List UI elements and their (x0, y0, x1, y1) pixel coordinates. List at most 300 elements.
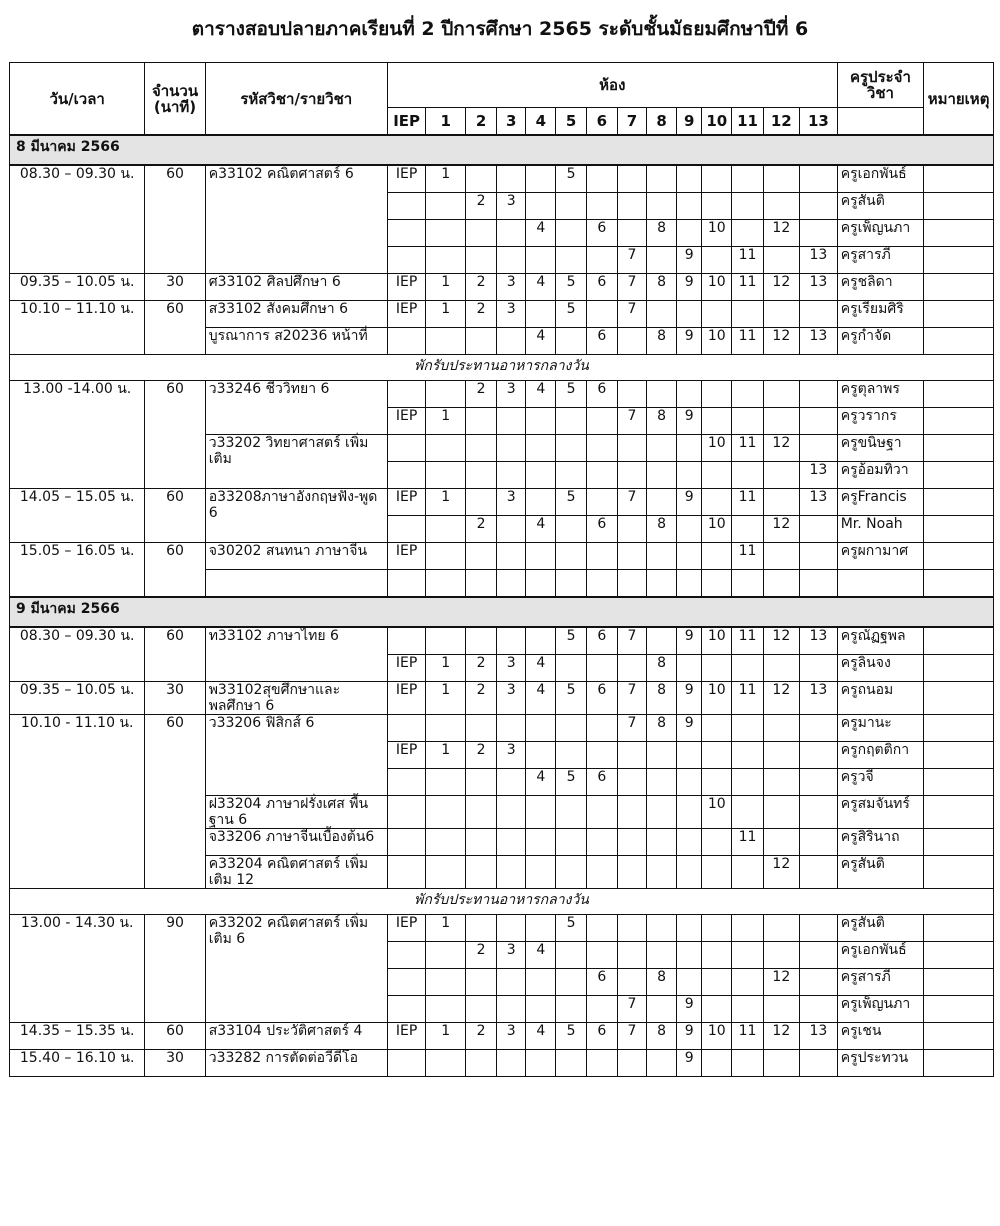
room-cell (497, 1050, 526, 1077)
subject-name: ว33282 การตัดต่อวีดีโอ (205, 1050, 387, 1077)
room-cell (526, 193, 556, 220)
room-cell (556, 220, 586, 247)
room-cell (497, 969, 526, 996)
room-cell (702, 655, 732, 682)
room-cell (647, 796, 677, 829)
room-cell (387, 829, 426, 856)
room-cell (732, 1050, 763, 1077)
exam-time: 14.05 – 15.05 น. (10, 489, 145, 543)
room-cell (497, 408, 526, 435)
teacher-name: ครูเชน (837, 1023, 923, 1050)
room-cell (800, 942, 838, 969)
room-cell (800, 996, 838, 1023)
exam-minutes: 90 (145, 915, 205, 1023)
subject-name: ค33102 คณิตศาสตร์ 6 (205, 165, 387, 274)
room-cell (702, 489, 732, 516)
room-cell (647, 489, 677, 516)
room-cell (426, 942, 466, 969)
room-cell (497, 915, 526, 942)
room-cell (426, 516, 466, 543)
room-cell (677, 165, 702, 193)
subject-name: ว33246 ชีววิทยา 6 (205, 381, 387, 435)
room-cell: IEP (387, 655, 426, 682)
room-cell (526, 715, 556, 742)
room-cell (617, 742, 646, 769)
room-cell (426, 220, 466, 247)
room-cell (497, 570, 526, 598)
room-cell: 11 (732, 1023, 763, 1050)
table-row (10, 489, 994, 516)
room-cell (763, 462, 799, 489)
header-minutes (145, 63, 205, 136)
room-cell (763, 1050, 799, 1077)
room-cell: 12 (763, 969, 799, 996)
room-cell (702, 193, 732, 220)
room-cell (617, 570, 646, 598)
teacher-name: ครูเอกพันธ์ (837, 165, 923, 193)
room-cell (702, 543, 732, 570)
room-cell (387, 193, 426, 220)
remarks-cell (924, 516, 994, 543)
room-cell: 10 (702, 328, 732, 355)
room-cell: 1 (426, 274, 466, 301)
room-cell (617, 655, 646, 682)
room-cell: 8 (647, 682, 677, 715)
room-cell (677, 856, 702, 889)
subject-name: ว33202 วิทยาศาสตร์ เพิ่มเติม (205, 435, 387, 489)
room-cell (617, 462, 646, 489)
remarks-cell (924, 942, 994, 969)
subject-name: ค33202 คณิตศาสตร์ เพิ่มเติม 6 (205, 915, 387, 1023)
room-cell (677, 655, 702, 682)
room-cell (387, 328, 426, 355)
room-cell (426, 462, 466, 489)
exam-minutes: 60 (145, 381, 205, 489)
room-cell: 13 (800, 462, 838, 489)
room-cell (732, 462, 763, 489)
room-cell (556, 715, 586, 742)
remarks-cell (924, 247, 994, 274)
room-cell (617, 915, 646, 942)
room-cell: 10 (702, 627, 732, 655)
teacher-name: ครูชลิดา (837, 274, 923, 301)
header-subject: รหัสวิชา/รายวิชา (205, 63, 387, 136)
room-cell (800, 742, 838, 769)
room-cell: 13 (800, 627, 838, 655)
subject-name: ส33104 ประวัติศาสตร์ 4 (205, 1023, 387, 1050)
teacher-name: ครูFrancis (837, 489, 923, 516)
room-cell: 7 (617, 247, 646, 274)
teacher-name: ครูเรียมศิริ (837, 301, 923, 328)
room-cell (556, 408, 586, 435)
room-cell: 6 (586, 969, 617, 996)
room-cell: 3 (497, 742, 526, 769)
room-cell (800, 769, 838, 796)
room-cell (556, 543, 586, 570)
room-cell (702, 381, 732, 408)
room-cell: 2 (465, 942, 496, 969)
room-cell: 9 (677, 996, 702, 1023)
room-cell (387, 381, 426, 408)
exam-minutes: 60 (145, 489, 205, 543)
teacher-name: ครูผกามาศ (837, 543, 923, 570)
room-cell (465, 915, 496, 942)
room-cell: 12 (763, 627, 799, 655)
table-row (10, 715, 994, 742)
teacher-name: Mr. Noah (837, 516, 923, 543)
room-cell: 12 (763, 516, 799, 543)
room-cell (556, 193, 586, 220)
room-cell (763, 301, 799, 328)
room-cell (647, 769, 677, 796)
room-cell (732, 570, 763, 598)
room-cell: 12 (763, 328, 799, 355)
room-cell (586, 942, 617, 969)
room-cell (526, 627, 556, 655)
room-cell: 9 (677, 715, 702, 742)
exam-minutes: 60 (145, 1023, 205, 1050)
room-cell: 2 (465, 381, 496, 408)
remarks-cell (924, 769, 994, 796)
room-cell: 10 (702, 1023, 732, 1050)
room-cell (556, 856, 586, 889)
room-cell (732, 796, 763, 829)
room-cell (732, 408, 763, 435)
room-cell: 1 (426, 915, 466, 942)
room-cell (497, 627, 526, 655)
room-cell (677, 829, 702, 856)
room-cell (617, 328, 646, 355)
room-cell (732, 915, 763, 942)
room-cell (732, 381, 763, 408)
room-cell (677, 742, 702, 769)
room-cell (647, 856, 677, 889)
room-cell (732, 655, 763, 682)
room-cell: IEP (387, 543, 426, 570)
room-cell (497, 715, 526, 742)
room-column-header: 6 (586, 108, 617, 136)
table-row (10, 301, 994, 328)
room-cell (387, 715, 426, 742)
remarks-cell (924, 796, 994, 829)
exam-time: 09.35 – 10.05 น. (10, 274, 145, 301)
room-cell (497, 435, 526, 462)
room-column-header: 4 (526, 108, 556, 136)
teacher-name: ครูตุลาพร (837, 381, 923, 408)
room-cell (647, 543, 677, 570)
room-cell: 7 (617, 1023, 646, 1050)
room-cell (556, 969, 586, 996)
room-cell: 11 (732, 627, 763, 655)
room-cell (586, 489, 617, 516)
teacher-name: ครูประทวน (837, 1050, 923, 1077)
room-cell: 6 (586, 627, 617, 655)
room-cell (387, 247, 426, 274)
room-cell: 5 (556, 682, 586, 715)
room-cell: 8 (647, 274, 677, 301)
table-row (10, 627, 994, 655)
room-cell (617, 165, 646, 193)
room-cell (387, 435, 426, 462)
remarks-cell (924, 742, 994, 769)
teacher-name: ครูเอกพันธ์ (837, 942, 923, 969)
room-cell (677, 435, 702, 462)
room-cell (556, 996, 586, 1023)
room-column-header: 11 (732, 108, 763, 136)
room-cell: 3 (497, 655, 526, 682)
teacher-name: ครูอ้อมทิวา (837, 462, 923, 489)
remarks-cell (924, 301, 994, 328)
room-cell (426, 796, 466, 829)
room-cell (465, 996, 496, 1023)
exam-schedule-table (9, 62, 994, 1077)
room-cell (647, 1050, 677, 1077)
room-cell (763, 247, 799, 274)
room-cell (465, 247, 496, 274)
room-cell (617, 856, 646, 889)
room-cell (426, 856, 466, 889)
room-cell: 10 (702, 516, 732, 543)
room-cell: 7 (617, 408, 646, 435)
remarks-cell (924, 462, 994, 489)
room-cell (465, 543, 496, 570)
room-cell (617, 942, 646, 969)
header-remarks: หมายเหตุ (924, 63, 994, 136)
subject-name: ท33102 ภาษาไทย 6 (205, 627, 387, 682)
remarks-cell (924, 715, 994, 742)
room-cell: 1 (426, 165, 466, 193)
table-row (10, 682, 994, 715)
room-cell: 7 (617, 715, 646, 742)
header-teacher: ครูประจำวิชา (837, 63, 923, 108)
room-cell: 9 (677, 1023, 702, 1050)
room-cell: 11 (732, 682, 763, 715)
room-cell (465, 715, 496, 742)
room-cell: 13 (800, 247, 838, 274)
room-cell: IEP (387, 274, 426, 301)
room-cell (800, 829, 838, 856)
room-cell (465, 829, 496, 856)
room-cell (677, 915, 702, 942)
room-cell: 1 (426, 742, 466, 769)
room-cell: 2 (465, 516, 496, 543)
room-cell (465, 462, 496, 489)
remarks-cell (924, 1050, 994, 1077)
exam-time: 09.35 – 10.05 น. (10, 682, 145, 715)
room-column-header: 7 (617, 108, 646, 136)
room-cell (465, 570, 496, 598)
room-cell (556, 942, 586, 969)
teacher-name: ครูสันติ (837, 193, 923, 220)
room-cell: 13 (800, 328, 838, 355)
room-cell (800, 193, 838, 220)
teacher-name: ครูกฤตติกา (837, 742, 923, 769)
room-cell: 3 (497, 274, 526, 301)
room-cell (497, 769, 526, 796)
room-cell: 6 (586, 220, 617, 247)
room-cell: 4 (526, 769, 556, 796)
room-cell (556, 1050, 586, 1077)
room-cell: 6 (586, 381, 617, 408)
room-cell: 4 (526, 274, 556, 301)
room-cell: 9 (677, 627, 702, 655)
remarks-cell (924, 381, 994, 408)
room-cell (387, 796, 426, 829)
room-cell: 1 (426, 1023, 466, 1050)
room-cell: 3 (497, 682, 526, 715)
room-cell (702, 996, 732, 1023)
header-date-time: วัน/เวลา (10, 63, 145, 136)
room-cell: 5 (556, 1023, 586, 1050)
room-cell: IEP (387, 682, 426, 715)
room-cell (526, 165, 556, 193)
room-cell (526, 915, 556, 942)
room-cell (702, 769, 732, 796)
room-cell (732, 769, 763, 796)
room-cell (586, 570, 617, 598)
exam-minutes: 60 (145, 301, 205, 355)
room-cell: 2 (465, 301, 496, 328)
room-cell (526, 996, 556, 1023)
room-column-header: 5 (556, 108, 586, 136)
subject-name: ว33206 ฟิสิกส์ 6 (205, 715, 387, 796)
room-cell (702, 942, 732, 969)
room-cell (702, 408, 732, 435)
remarks-cell (924, 408, 994, 435)
room-cell: 7 (617, 274, 646, 301)
room-cell (526, 435, 556, 462)
room-column-header: 13 (800, 108, 838, 136)
room-cell (426, 381, 466, 408)
room-cell (387, 942, 426, 969)
room-cell: 3 (497, 942, 526, 969)
exam-minutes: 60 (145, 715, 205, 889)
room-cell: 8 (647, 1023, 677, 1050)
room-cell (647, 301, 677, 328)
room-cell (677, 193, 702, 220)
room-cell: 3 (497, 1023, 526, 1050)
room-cell (465, 165, 496, 193)
room-cell (497, 829, 526, 856)
room-cell (732, 220, 763, 247)
room-cell (702, 856, 732, 889)
room-cell: 13 (800, 682, 838, 715)
room-cell: 6 (586, 682, 617, 715)
room-cell (497, 996, 526, 1023)
room-cell (702, 1050, 732, 1077)
day-row (10, 135, 994, 165)
subject-name: ฝ33204 ภาษาฝรั่งเศส พื้นฐาน 6 (205, 796, 387, 829)
table-row (10, 1050, 994, 1077)
room-cell (586, 655, 617, 682)
subject-name: ค33204 คณิตศาสตร์ เพิ่มเติม 12 (205, 856, 387, 889)
room-cell: 2 (465, 193, 496, 220)
room-cell: 10 (702, 682, 732, 715)
room-cell (677, 570, 702, 598)
day-date: 8 มีนาคม 2566 (10, 135, 994, 165)
room-cell (387, 570, 426, 598)
room-cell: 8 (647, 220, 677, 247)
remarks-cell (924, 856, 994, 889)
room-cell: 9 (677, 274, 702, 301)
room-cell: IEP (387, 915, 426, 942)
day-row (10, 597, 994, 627)
remarks-cell (924, 570, 994, 598)
room-cell: 2 (465, 682, 496, 715)
room-cell (526, 408, 556, 435)
room-cell (732, 165, 763, 193)
room-cell: 9 (677, 1050, 702, 1077)
room-cell: 5 (556, 915, 586, 942)
room-cell (586, 715, 617, 742)
room-cell (526, 301, 556, 328)
exam-time: 13.00 -14.00 น. (10, 381, 145, 489)
header-minutes-line2: (นาที) (153, 97, 197, 116)
teacher-name: ครูถนอม (837, 682, 923, 715)
subject-name: ศ33102 ศิลปศึกษา 6 (205, 274, 387, 301)
room-cell (426, 1050, 466, 1077)
room-cell: 12 (763, 682, 799, 715)
room-cell: 1 (426, 408, 466, 435)
room-cell (556, 742, 586, 769)
room-cell (763, 996, 799, 1023)
remarks-cell (924, 274, 994, 301)
room-cell: 4 (526, 381, 556, 408)
remarks-cell (924, 915, 994, 942)
room-cell (763, 715, 799, 742)
room-cell (617, 516, 646, 543)
room-cell (732, 301, 763, 328)
room-cell (677, 301, 702, 328)
teacher-name: ครูเพ็ญนภา (837, 996, 923, 1023)
room-cell: 3 (497, 301, 526, 328)
room-cell (702, 462, 732, 489)
room-column-header: 3 (497, 108, 526, 136)
room-cell (497, 247, 526, 274)
room-cell (647, 627, 677, 655)
room-column-header: 12 (763, 108, 799, 136)
teacher-name: ครูสิรินาถ (837, 829, 923, 856)
room-cell (465, 1050, 496, 1077)
header-rooms: ห้อง (387, 63, 837, 108)
room-cell: 8 (647, 516, 677, 543)
room-cell: 11 (732, 829, 763, 856)
room-cell (617, 381, 646, 408)
room-cell (426, 193, 466, 220)
room-cell (763, 769, 799, 796)
room-cell: 1 (426, 682, 466, 715)
room-cell (426, 543, 466, 570)
room-cell (617, 543, 646, 570)
room-cell (465, 408, 496, 435)
room-cell (465, 796, 496, 829)
room-cell (526, 742, 556, 769)
room-cell: IEP (387, 489, 426, 516)
room-cell (426, 435, 466, 462)
room-cell (426, 996, 466, 1023)
room-cell (763, 543, 799, 570)
room-column-header: 9 (677, 108, 702, 136)
room-cell (426, 969, 466, 996)
room-cell: 10 (702, 220, 732, 247)
room-cell (617, 829, 646, 856)
room-cell (465, 435, 496, 462)
room-cell (497, 796, 526, 829)
room-cell (526, 489, 556, 516)
room-cell: 13 (800, 1023, 838, 1050)
room-cell: 9 (677, 489, 702, 516)
room-cell (800, 220, 838, 247)
